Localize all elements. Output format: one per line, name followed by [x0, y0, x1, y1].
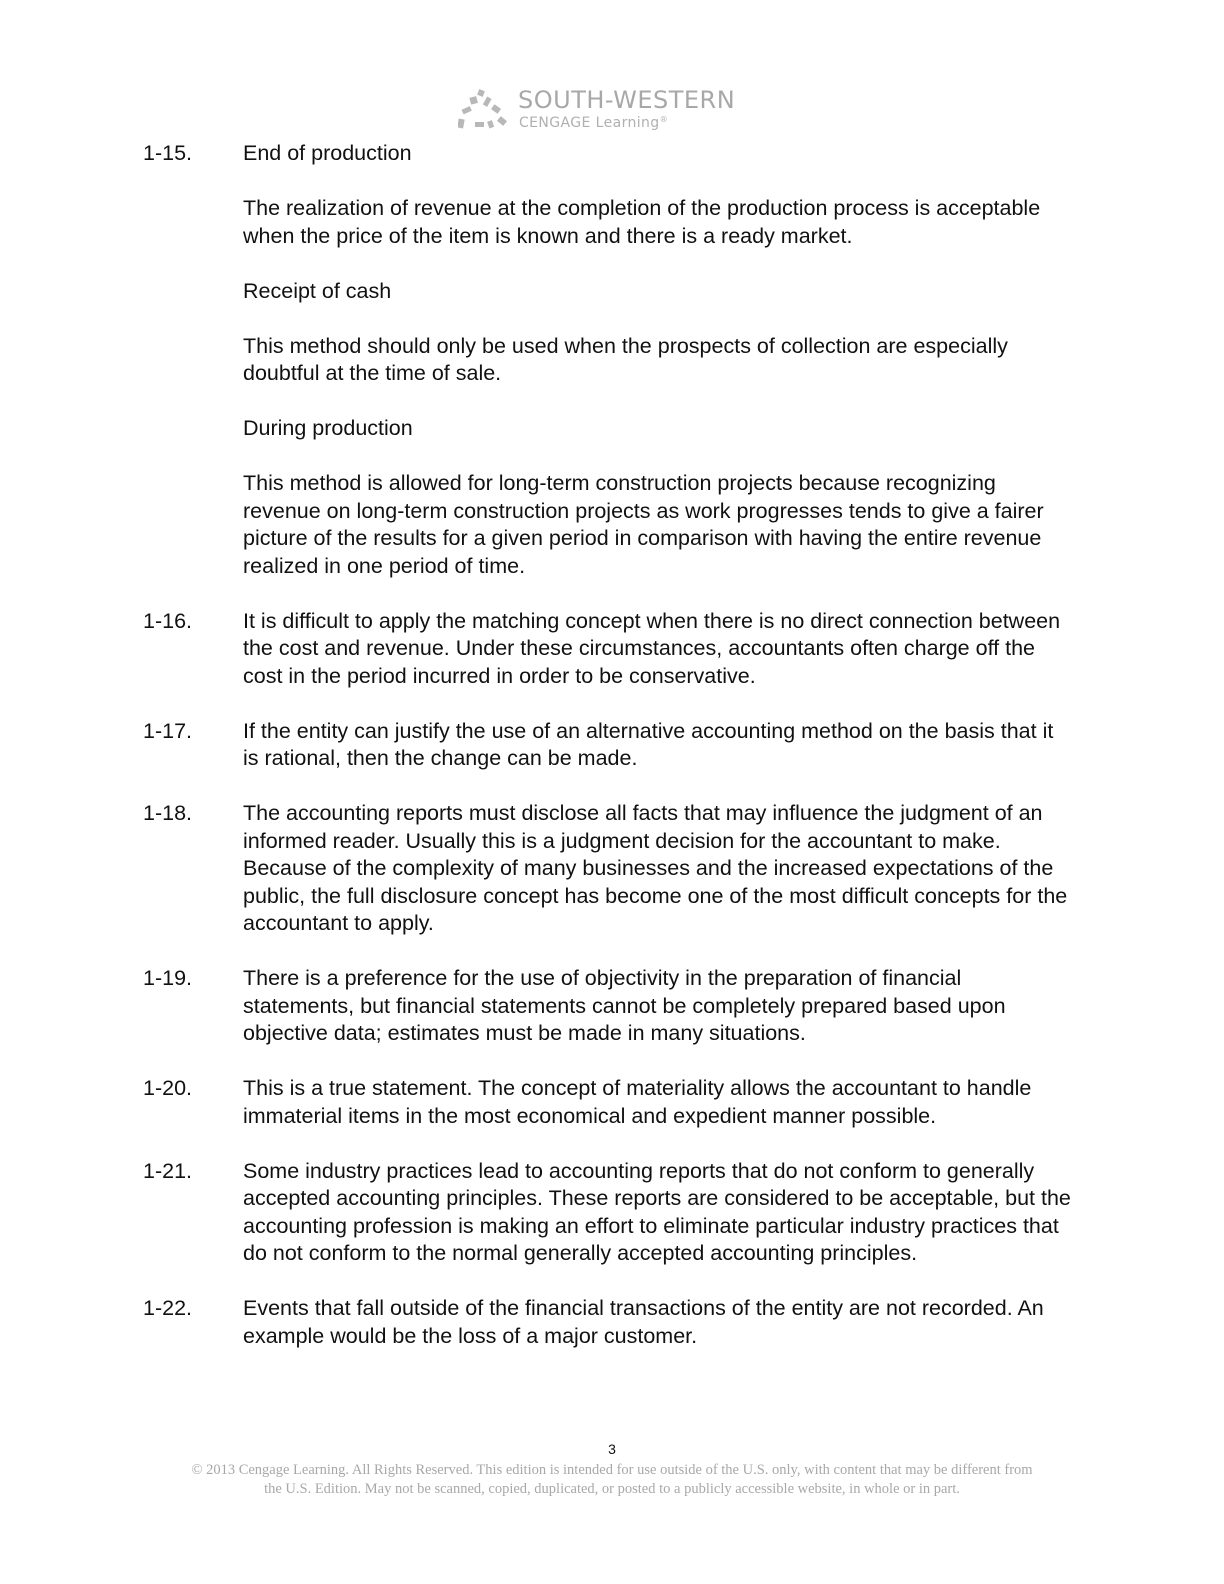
- copyright-line: the U.S. Edition. May not be scanned, copied, duplicated, or posted to a publicly accessible website, in whole or in part.: [264, 1481, 960, 1497]
- publisher-logo: [458, 86, 778, 136]
- item-number: 1-17.: [143, 718, 193, 743]
- list-item: [0, 718, 1224, 773]
- subheading: During production: [243, 416, 413, 440]
- list-item: [0, 965, 1224, 1048]
- paragraph: The accounting reports must disclose all facts that may influence the judgment of an informed reader. Usually this is a judgment decision for the accountant to make. Because of the complexity of many businesses and the increased expectations of the public, the full disclosure concept has become one of the most difficult concepts for the accountant to apply.: [243, 801, 1068, 935]
- paragraph: This is a true statement. The concept of materiality allows the accountant to handle immaterial items in the most economical and expedient manner possible.: [243, 1076, 1032, 1128]
- paragraph: This method is allowed for long-term construction projects because recognizing revenue on long-term construction projects as work progresses tends to give a fairer picture of the results for a given period in comparison with having the entire revenue realized in one period of time.: [243, 471, 1044, 578]
- answers-list: [0, 140, 1224, 1350]
- list-item: [0, 1075, 1224, 1130]
- subheading: Receipt of cash: [243, 278, 392, 303]
- item-number: 1-19.: [143, 966, 193, 990]
- item-number: 1-21.: [143, 1158, 193, 1183]
- page-number: 3: [608, 1441, 616, 1457]
- paragraph: Some industry practices lead to accounting reports that do not conform to generally accepted accounting principles. These reports are considered to be acceptable, but the accounting profession is making an effort to eliminate particular industry practices that do not conform to the normal generally accepted accounting principles.: [243, 1158, 1071, 1265]
- logo-subtitle: CENGAGE Learning®: [519, 115, 668, 131]
- subheading: End of production: [243, 141, 412, 165]
- list-item: [0, 800, 1224, 938]
- paragraph: If the entity can justify the use of an alternative accounting method on the basis that it is rational, then the change can be made.: [243, 718, 1054, 770]
- item-number: 1-20.: [143, 1076, 193, 1100]
- paragraph: There is a preference for the use of objectivity in the preparation of financial statements, but financial statements cannot be completely prepared based upon objective data; estimates must be made in many situations.: [243, 966, 1006, 1045]
- list-item: [0, 140, 1224, 580]
- list-item: [0, 1158, 1224, 1268]
- item-number: 1-16.: [143, 608, 193, 633]
- item-number: 1-15.: [143, 141, 193, 165]
- paragraph: It is difficult to apply the matching concept when there is no direct connection between the cost and revenue. Under these circumstances, accountants often charge off the cost in the period incurred in order to be conservative.: [243, 608, 1061, 688]
- list-item: [0, 608, 1224, 691]
- paragraph: Events that fall outside of the financial transactions of the entity are not recorded. An example would be the loss of a major customer.: [243, 1296, 1044, 1348]
- copyright-line: © 2013 Cengage Learning. All Rights Reserved. This edition is intended for use outside of the U.S. only, with content that may be different from: [191, 1462, 1033, 1478]
- copyright-notice: [0, 1461, 1224, 1499]
- paragraph: The realization of revenue at the completion of the production process is acceptable when the price of the item is known and there is a ready market.: [243, 196, 1041, 248]
- cengage-bird-mark-icon: [458, 88, 512, 134]
- item-number: 1-22.: [143, 1296, 193, 1320]
- item-number: 1-18.: [143, 801, 193, 825]
- logo-wordmark: SOUTH-WESTERN: [518, 86, 736, 114]
- list-item: [0, 1295, 1224, 1350]
- paragraph: This method should only be used when the prospects of collection are especially doubtful at the time of sale.: [243, 333, 1008, 385]
